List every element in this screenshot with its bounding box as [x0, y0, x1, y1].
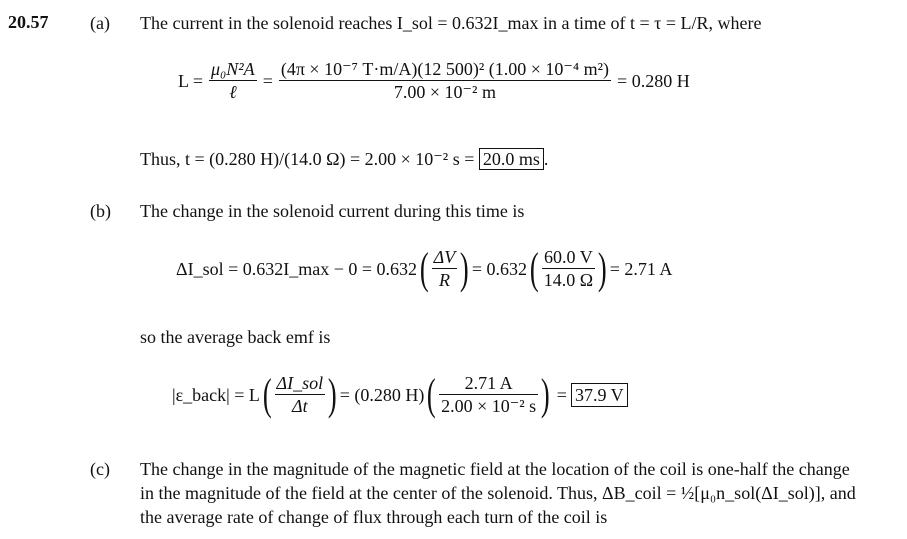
delta-current-equation: ΔI_sol = 0.632I_max − 0 = 0.632 ( $\frac{\Delta V}{R}$ ) = 0.632 ( $\frac{60.0 V}{14.0 \Omega}$ ) = 2.71 A: [176, 243, 673, 293]
inductance-frac1-denominator: ℓ: [209, 80, 257, 103]
part-a-label: (a): [90, 13, 110, 33]
delta-current-mid: = 0.632: [471, 258, 528, 279]
back-emf-equation: |ε_back| = L ( $\frac{\text{ΔI\_sol}}{\Delta t}$ ) = (0.280 H) ( $\frac{2.71 A}{\text{2.00 × 10⁻² s}}$ ) = 37.9 V: [172, 372, 628, 417]
back-emf-frac1-den: Δt: [275, 394, 326, 417]
part-c-line-2: in the magnitude of the field at the center of the solenoid. Thus, ΔB_coil = ½[μ₀n_sol(ΔI_sol)], and: [140, 483, 856, 503]
problem-number: 20.57: [8, 12, 49, 32]
back-emf-frac2-num: 2.71 A: [464, 373, 513, 393]
back-emf-equals: =: [556, 384, 567, 405]
back-emf-mid: = (0.280 H): [339, 384, 425, 405]
part-c-line-1: The change in the magnitude of the magnetic field at the location of the coil is one-half the change: [140, 459, 850, 479]
delta-current-result: = 2.71 A: [609, 258, 673, 279]
part-a-intro: The current in the solenoid reaches I_sol = 0.632I_max in a time of t = τ = L/R, where: [140, 13, 762, 33]
inductance-equation: [178, 58, 690, 103]
delta-current-frac2-num: 60.0 V: [544, 247, 593, 267]
delta-current-frac2: [542, 246, 595, 291]
answer-b-box: 37.9 V: [571, 383, 628, 407]
inductance-fraction-numeric: [279, 58, 611, 103]
time-result-line: Thus, t = (0.280 H)/(14.0 Ω) = 2.00 × 10⁻² s = 20.0 ms .: [140, 149, 549, 169]
time-result-text: Thus, t = (0.280 H)/(14.0 Ω) = 2.00 × 10⁻² s =: [140, 149, 475, 169]
back-emf-frac1: [275, 372, 326, 417]
inductance-frac2-denominator: 7.00 × 10⁻² m: [279, 80, 611, 103]
part-b-label: (b): [90, 201, 111, 221]
back-emf-frac2-den: 2.00 × 10⁻² s: [441, 396, 537, 416]
delta-current-frac1-den: R: [432, 268, 458, 291]
inductance-frac1-numerator: μ₀N²A: [210, 59, 255, 79]
back-emf-frac2: [439, 372, 538, 417]
inductance-fraction-symbolic: [209, 58, 257, 103]
back-emf-lhs: |ε_back| = L: [172, 384, 260, 405]
delta-current-lhs: ΔI_sol = 0.632I_max − 0 = 0.632: [176, 258, 418, 279]
part-c-label: (c): [90, 459, 110, 479]
inductance-equals: =: [262, 70, 273, 91]
back-emf-frac1-num: ΔI_sol: [276, 373, 324, 393]
delta-current-frac2-den: 14.0 Ω: [543, 270, 594, 290]
delta-current-frac1: [432, 246, 458, 291]
part-b-intro: The change in the solenoid current during this time is: [140, 201, 525, 221]
inductance-lhs: L =: [178, 70, 203, 91]
inductance-result: = 0.280 H: [617, 70, 690, 91]
answer-a-box: 20.0 ms: [479, 148, 544, 170]
delta-current-frac1-num: ΔV: [433, 247, 456, 267]
inductance-frac2-numerator: (4π × 10⁻⁷ T·m/A)(12 500)² (1.00 × 10⁻⁴ m²): [280, 59, 610, 79]
back-emf-intro: so the average back emf is: [140, 327, 331, 347]
part-c-line-3: the average rate of change of flux through each turn of the coil is: [140, 507, 608, 527]
